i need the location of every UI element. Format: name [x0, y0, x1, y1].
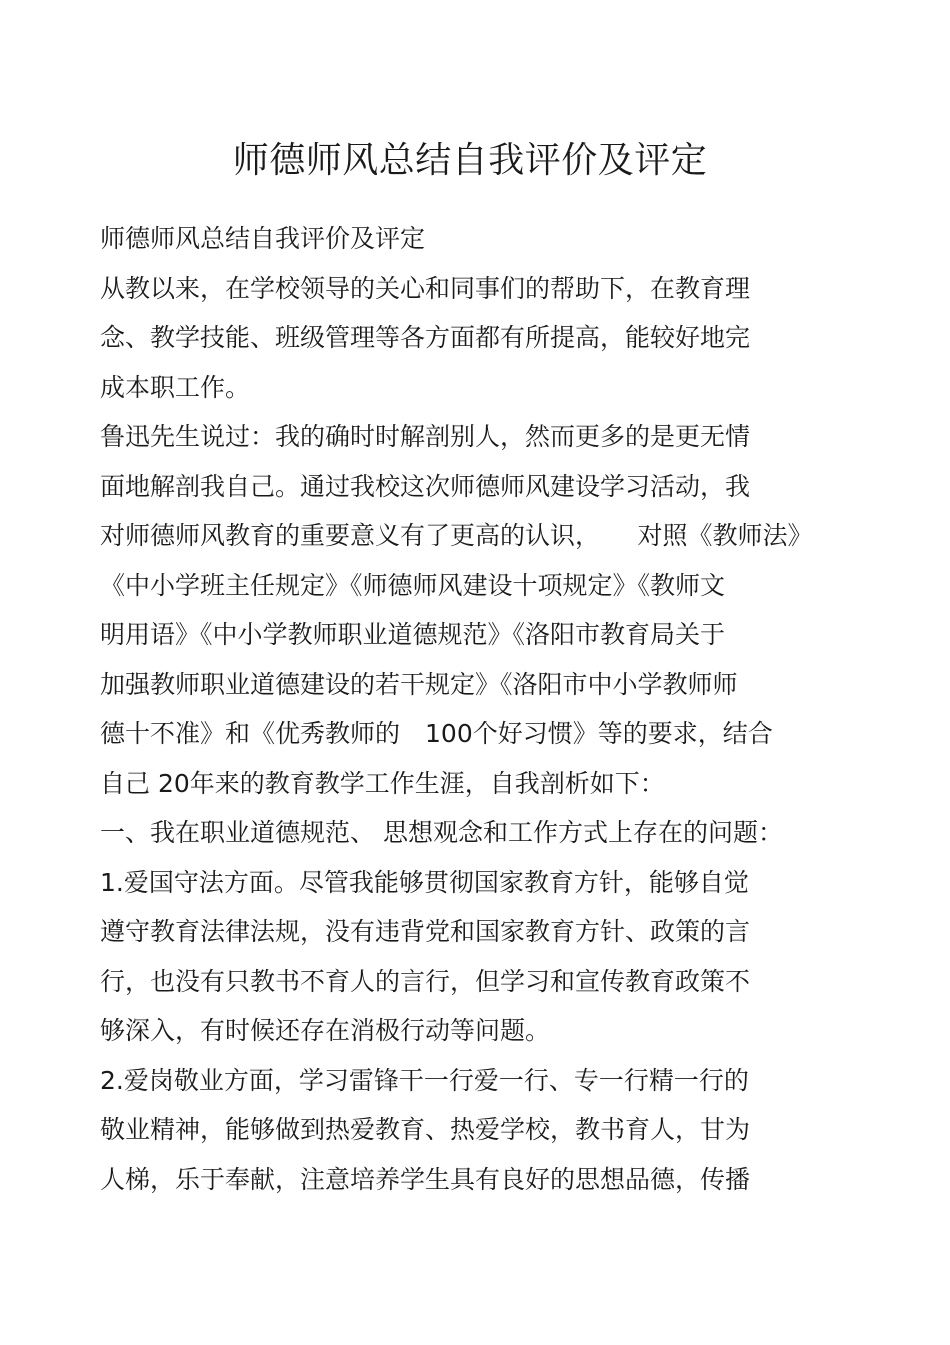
text-line: 鲁迅先生说过：我的确时时解剖别人，然而更多的是更无情: [100, 422, 751, 451]
text-line: 加强教师职业道德建设的若干规定》《洛阳市中小学教师师: [100, 669, 738, 699]
text-line: 遵守教育法律法规，没有违背党和国家教育方针、政策的言: [100, 917, 751, 946]
text-line: 师德师风总结自我评价及评定: [100, 224, 426, 253]
text-line: 念、教学技能、班级管理等各方面都有所提高，能较好地完: [100, 323, 751, 352]
text-line: 人梯，乐于奉献，注意培养学生具有良好的思想品德，传播: [100, 1164, 751, 1194]
text-line: 一、我在职业道德规范、 思想观念和工作方式上存在的问题：: [100, 818, 783, 847]
text-line: 自己 20年来的教育教学工作生涯，自我剖析如下：: [100, 768, 665, 798]
text-line: 2.爱岗敬业方面，学习雷锋干一行爱一行、专一行精一行的: [100, 1065, 749, 1095]
text-line: 够深入，有时候还存在消极行动等问题。: [100, 1016, 551, 1045]
text-line: 德十不准》和《优秀教师的 100个好习惯》等的要求，结合: [100, 719, 773, 748]
text-line: 明用语》《中小学教师职业道德规范》《洛阳市教育局关于: [100, 620, 726, 649]
text-line: 面地解剖我自己。通过我校这次师德师风建设学习活动，我: [100, 471, 751, 501]
text-line: 《中小学班主任规定》《师德师风建设十项规定》《教师文: [100, 570, 726, 600]
text-line: 敬业精神，能够做到热爱教育、热爱学校，教书育人，甘为: [100, 1115, 751, 1144]
text-line: 成本职工作。: [100, 372, 251, 402]
text-line: 1.爱国守法方面。尽管我能够贯彻国家教育方针，能够自觉: [100, 867, 749, 897]
document-title: 师德师风总结自我评价及评定: [232, 140, 708, 181]
text-line: 从教以来，在学校领导的关心和同事们的帮助下，在教育理: [100, 273, 751, 303]
text-line: 行，也没有只教书不育人的言行，但学习和宣传教育政策不: [100, 966, 751, 996]
text-line: 对师德师风教育的重要意义有了更高的认识， 对照《教师法》: [100, 521, 813, 550]
document-body: [100, 214, 880, 1204]
